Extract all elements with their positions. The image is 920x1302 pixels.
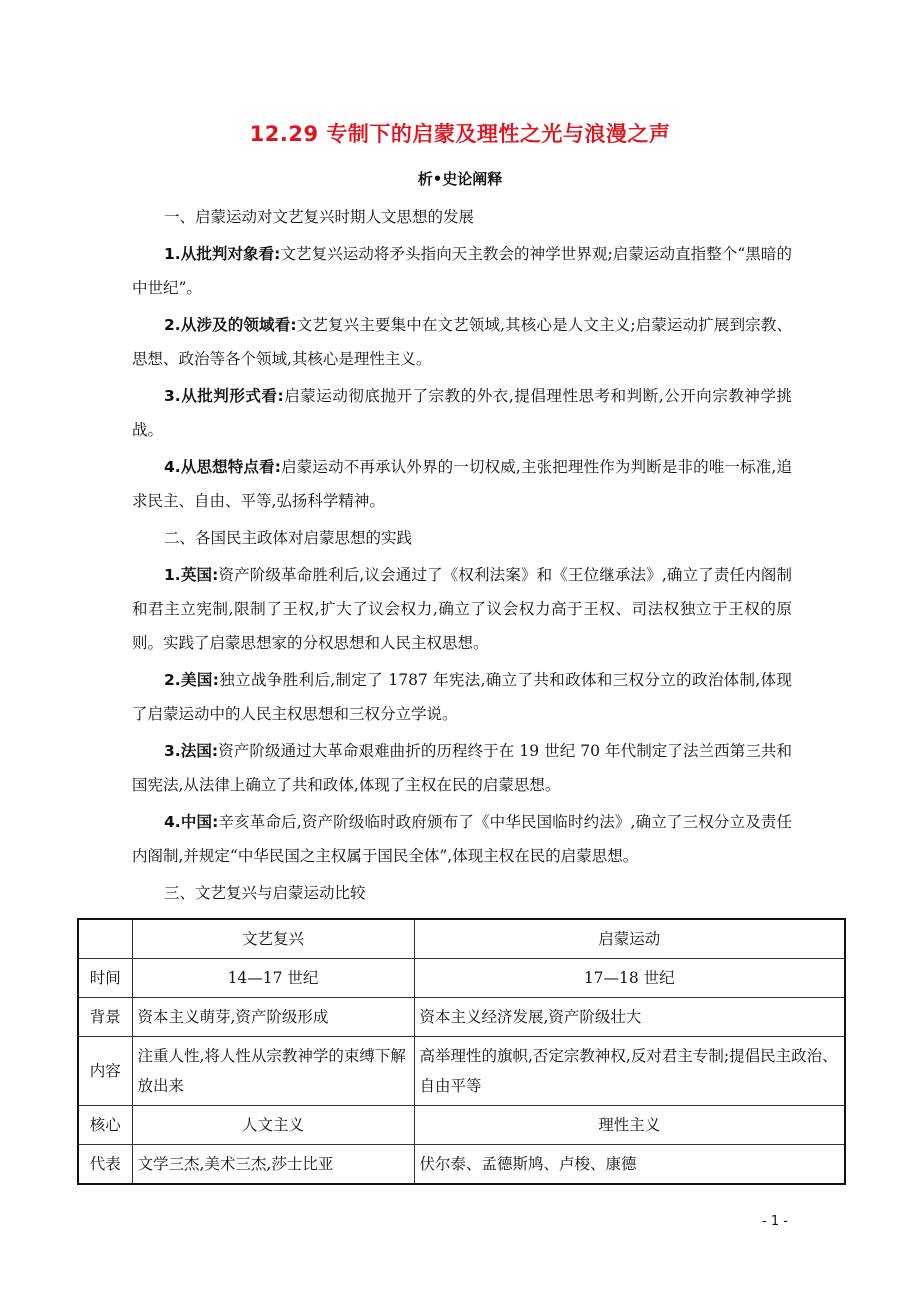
row-label: 核心 (78, 1106, 132, 1145)
paragraph-text: 资产阶级革命胜利后,议会通过了《权利法案》和《王位继承法》,确立了责任内阁制和君主立宪制,限制了王权,扩大了议会权力,确立了议会权力高于王权、司法权独立于王权的原则。实践了启蒙思想家的分权思想和人民主权思想。 (132, 566, 793, 652)
paragraph-text: 独立战争胜利后,制定了 1787 年宪法,确立了共和政体和三权分立的政治体制,体现了启蒙运动中的人民主权思想和三权分立学说。 (132, 671, 793, 723)
table-header-cell: 文艺复兴 (132, 919, 414, 959)
section-heading: 一、启蒙运动对文艺复兴时期人文思想的发展 (164, 208, 475, 226)
paragraph-label: 4.中国: (164, 813, 219, 831)
row-label: 背景 (78, 998, 132, 1037)
row-label: 时间 (78, 959, 132, 998)
paragraph (132, 308, 792, 376)
paragraph (132, 450, 792, 518)
section-heading: 三、文艺复兴与启蒙运动比较 (164, 884, 366, 902)
table-cell: 高举理性的旗帜,否定宗教神权,反对君主专制;提倡民主政治、自由平等 (414, 1037, 845, 1106)
table-row (78, 1106, 845, 1145)
paragraph-label: 1.从批判对象看: (164, 245, 281, 263)
table-cell: 伏尔泰、孟德斯鸠、卢梭、康德 (414, 1145, 845, 1185)
table-row (78, 959, 845, 998)
paragraph-text: 启蒙运动彻底抛开了宗教的外衣,提倡理性思考和判断,公开向宗教神学挑战。 (132, 387, 793, 439)
table-header-row (78, 919, 845, 959)
row-label: 内容 (78, 1037, 132, 1106)
paragraph (132, 237, 792, 305)
table-row (78, 1145, 845, 1185)
paragraph (132, 379, 792, 447)
table-cell: 资本主义萌芽,资产阶级形成 (132, 998, 414, 1037)
row-label: 代表 (78, 1145, 132, 1185)
paragraph-text: 辛亥革命后,资产阶级临时政府颁布了《中华民国临时约法》,确立了三权分立及责任内阁制,并规定“中华民国之主权属于国民全体”,体现主权在民的启蒙思想。 (132, 813, 793, 865)
table-cell: 17—18 世纪 (414, 959, 845, 998)
paragraph-label: 3.法国: (164, 742, 219, 760)
table-header-cell: 启蒙运动 (414, 919, 845, 959)
paragraph (132, 663, 792, 731)
paragraph-label: 4.从思想特点看: (164, 458, 281, 476)
paragraph-label: 2.美国: (164, 671, 219, 689)
table-row (78, 998, 845, 1037)
table-header-cell (78, 919, 132, 959)
paragraph (132, 805, 792, 873)
comparison-table (77, 918, 846, 1185)
table-cell: 理性主义 (414, 1106, 845, 1145)
paragraph-text: 启蒙运动不再承认外界的一切权威,主张把理性作为判断是非的唯一标准,追求民主、自由、平等,弘扬科学精神。 (132, 458, 793, 510)
table-cell: 14—17 世纪 (132, 959, 414, 998)
paragraph-text: 文艺复兴运动将矛头指向天主教会的神学世界观;启蒙运动直指整个“黑暗的中世纪”。 (132, 245, 793, 297)
page-title: 12.29 专制下的启蒙及理性之光与浪漫之声 (249, 122, 671, 146)
table-cell: 资本主义经济发展,资产阶级壮大 (414, 998, 845, 1037)
paragraph (132, 734, 792, 802)
table-cell: 人文主义 (132, 1106, 414, 1145)
paragraph (132, 558, 792, 660)
paragraph-label: 3.从批判形式看: (164, 387, 284, 405)
paragraph-label: 2.从涉及的领域看: (164, 316, 297, 334)
paragraph-text: 资产阶级通过大革命艰难曲折的历程终于在 19 世纪 70 年代制定了法兰西第三共和国宪法,从法律上确立了共和政体,体现了主权在民的启蒙思想。 (132, 742, 792, 794)
table-cell: 文学三杰,美术三杰,莎士比亚 (132, 1145, 414, 1185)
paragraph-label: 1.英国: (164, 566, 219, 584)
section-heading: 二、各国民主政体对启蒙思想的实践 (164, 529, 413, 547)
section-subtitle: 析•史论阐释 (417, 170, 503, 188)
table-row (78, 1037, 845, 1106)
table-cell: 注重人性,将人性从宗教神学的束缚下解放出来 (132, 1037, 414, 1106)
page-number: - 1 - (762, 1214, 788, 1229)
paragraph-text: 文艺复兴主要集中在文艺领域,其核心是人文主义;启蒙运动扩展到宗教、思想、政治等各个领域,其核心是理性主义。 (132, 316, 793, 368)
document-body (132, 200, 792, 913)
